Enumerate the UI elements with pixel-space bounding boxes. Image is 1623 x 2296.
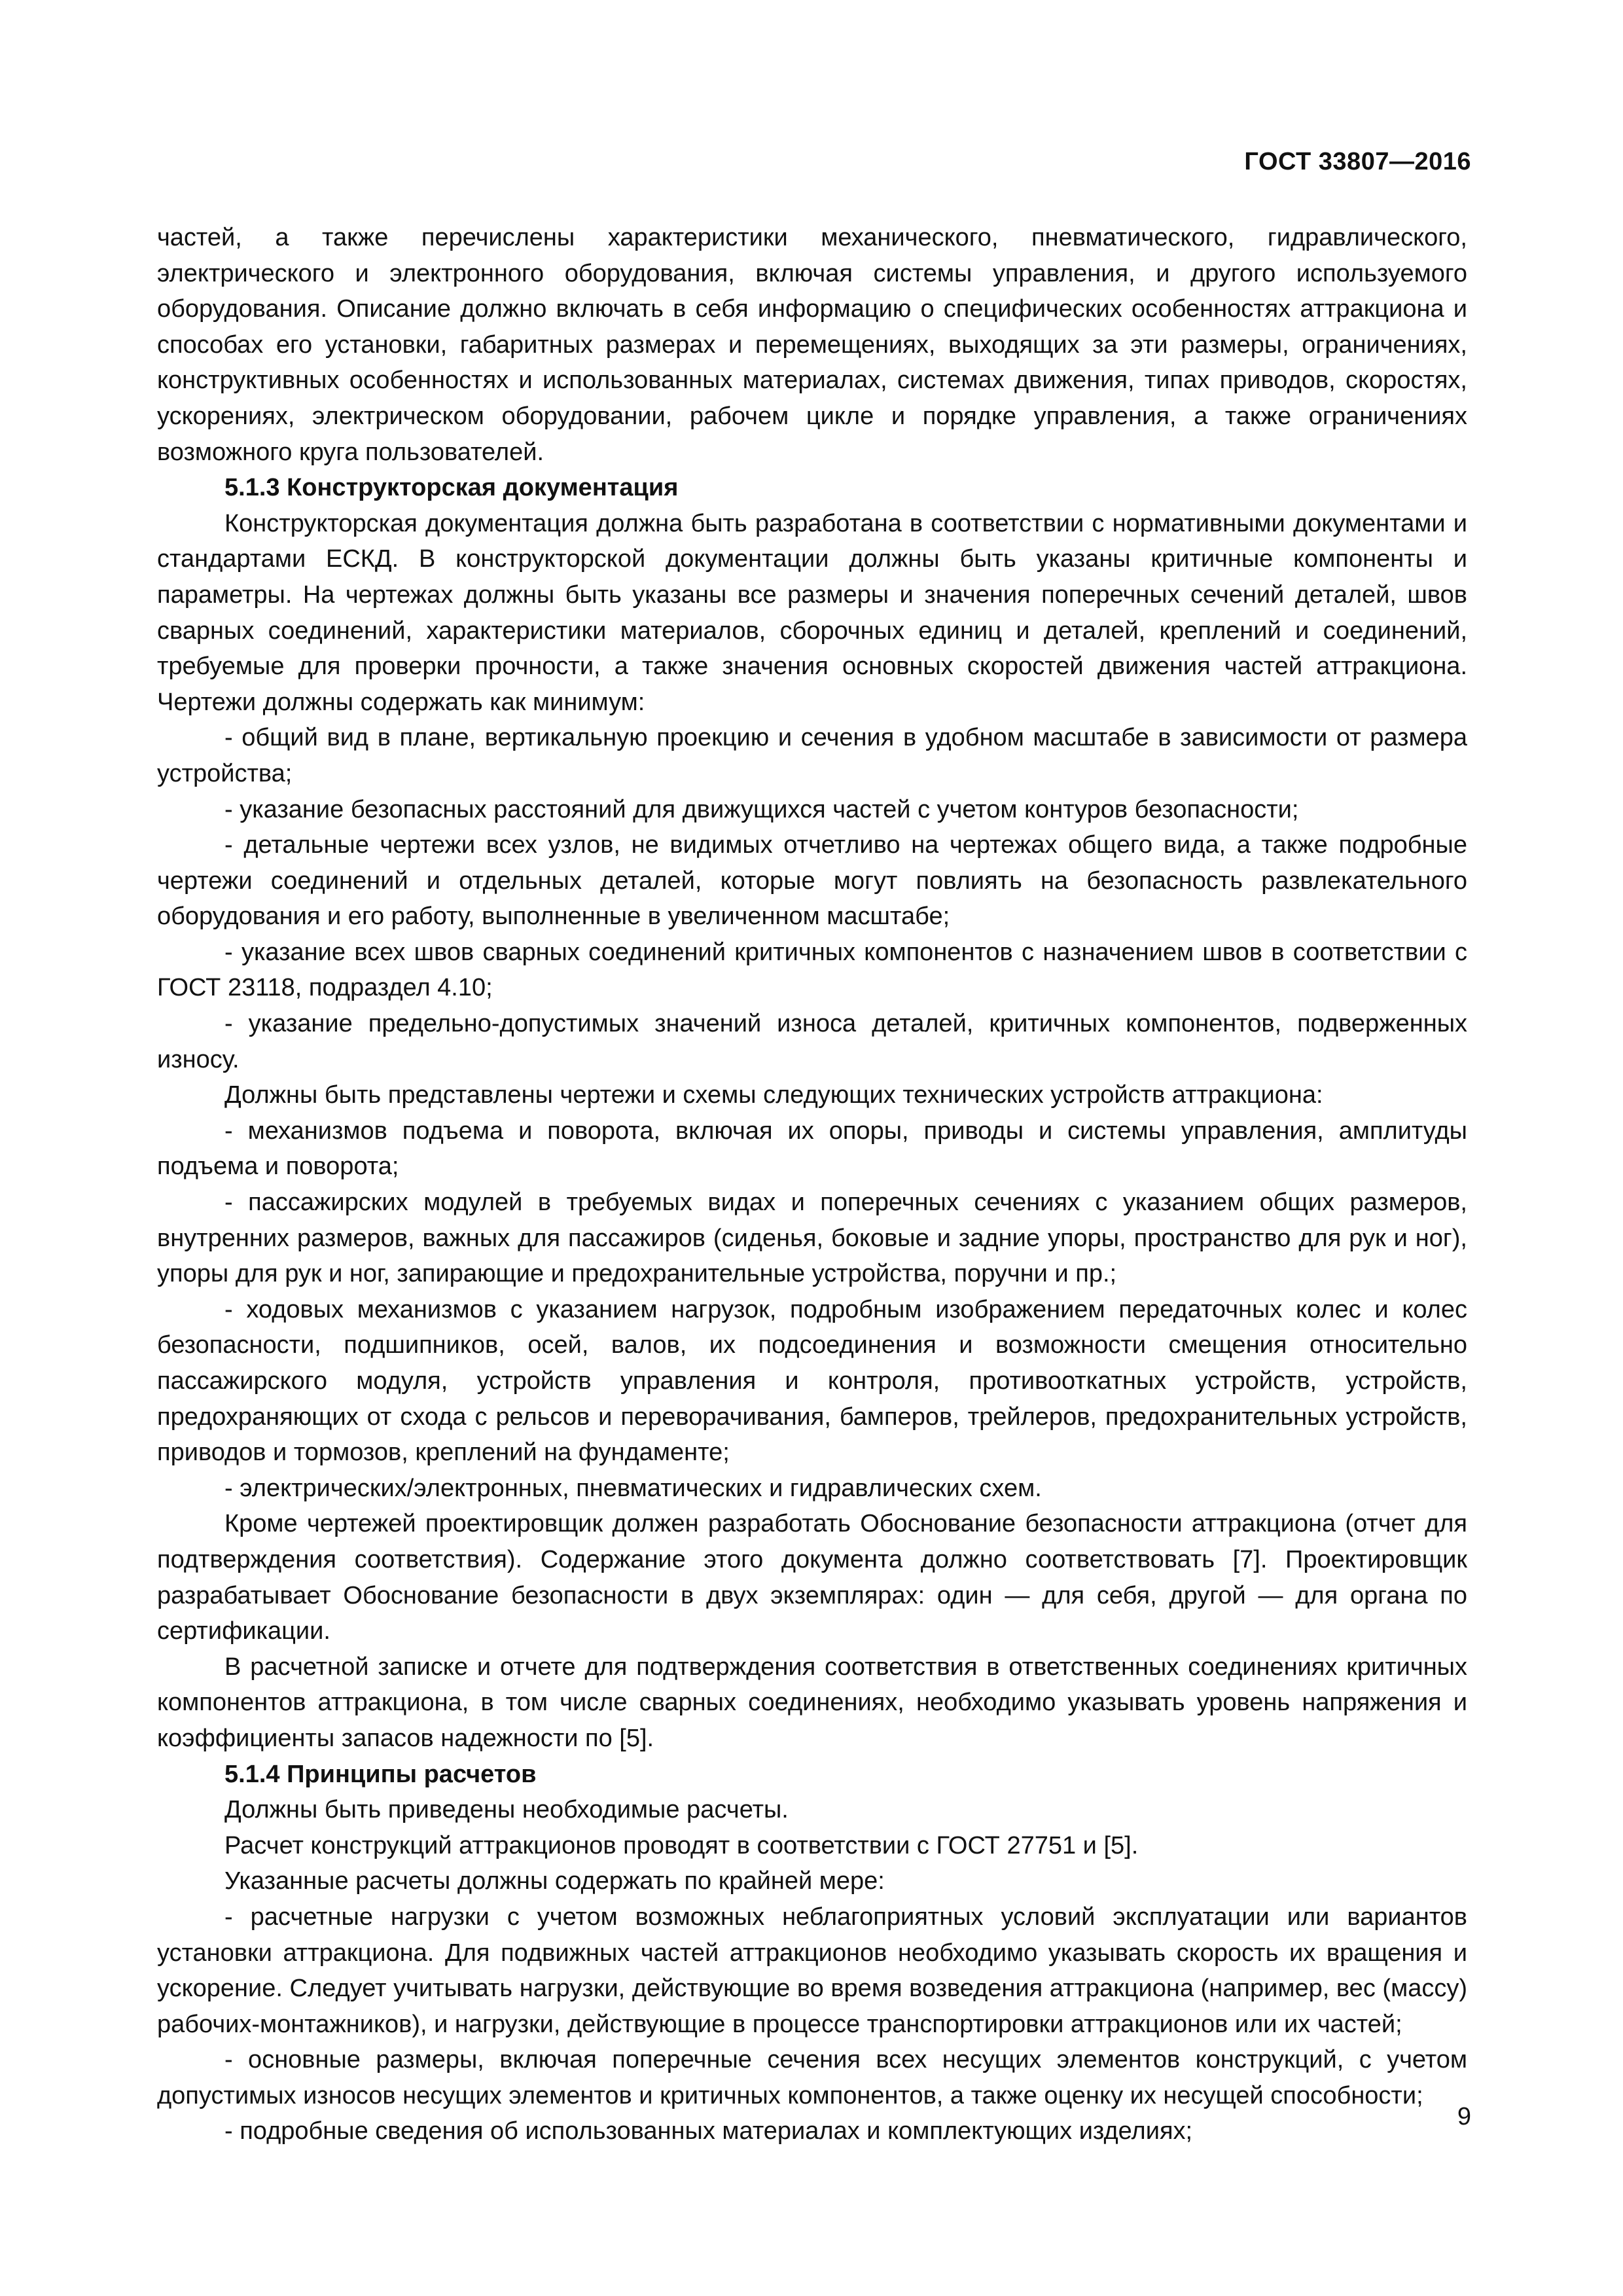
list-item-lift-rotation: - механизмов подъема и поворота, включая их опоры, приводы и системы управления, амплитуды подъема и поворота; bbox=[157, 1117, 1467, 1181]
paragraph-design-documentation: Конструкторская документация должна быть разработана в соответствии с нормативными документами и стандартами ЕСКД. В конструкторской документации должны быть указаны критичные компоненты и параметры. На чертежах должны быть указаны все размеры и значения поперечных сечений деталей, швов сварных соединений, характеристики материалов, сборочных единиц и деталей, креплений и соединений, требуемые для проверки прочности, а также значения основных скоростей движения частей аттракциона. Чертежи должны содержать как минимум: bbox=[157, 509, 1467, 716]
list-item-schemes: - электрических/электронных, пневматических и гидравлических схем. bbox=[224, 1474, 1042, 1502]
section-heading-5-1-4: 5.1.4 Принципы расчетов bbox=[224, 1760, 537, 1788]
paragraph-required-calculations: Должны быть приведены необходимые расчеты. bbox=[224, 1796, 789, 1824]
page-number: 9 bbox=[1457, 2103, 1471, 2130]
section-heading-5-1-3: 5.1.3 Конструкторская документация bbox=[224, 474, 679, 502]
paragraph-calculation-note: В расчетной записке и отчете для подтверждения соответствия в ответственных соединениях критичных компонентов аттракциона, в том числе сварных соединениях, необходимо указывать уровень напряжения и коэффициенты запасов надежности по [5]. bbox=[157, 1653, 1467, 1752]
list-item-design-loads: - расчетные нагрузки с учетом возможных неблагоприятных условий эксплуатации или вариантов установки аттракциона. Для подвижных частей аттракционов необходимо указывать скорость их вращения и ускорение. Следует учитывать нагрузки, действующие во время возведения аттракциона (например, вес (массу) рабочих-монтажников), и нагрузки, действующие в процессе транспортировки аттракционов или их частей; bbox=[157, 1903, 1467, 2038]
paragraph-required-drawings: Должны быть представлены чертежи и схемы следующих технических устройств аттракциона: bbox=[224, 1081, 1323, 1109]
list-item-passenger-modules: - пассажирских модулей в требуемых видах и поперечных сечениях с указанием общих размеров, внутренних размеров, важных для пассажиров (сиденья, боковые и задние упоры, пространство для рук и ног), упоры для рук и ног, запирающие и предохранительные устройства, поручни и пр.; bbox=[157, 1189, 1467, 1288]
paragraph-safety-justification: Кроме чертежей проектировщик должен разработать Обоснование безопасности аттракциона (отчет для подтверждения соответствия). Содержание этого документа должно соответствовать [7]. Проектировщик разрабатывает Обоснование безопасности в двух экземплярах: один — для себя, другой — для органа по сертификации. bbox=[157, 1510, 1467, 1645]
list-item-welds: - указание всех швов сварных соединений критичных компонентов с назначением швов в соответствии с ГОСТ 23118, подраздел 4.10; bbox=[157, 938, 1467, 1002]
paragraph-calculation-standard: Расчет конструкций аттракционов проводят в соответствии с ГОСТ 27751 и [5]. bbox=[224, 1831, 1139, 1859]
list-item-general-view: - общий вид в плане, вертикальную проекцию и сечения в удобном масштабе в зависимости от размера устройства; bbox=[157, 724, 1467, 787]
document-standard-header: ГОСТ 33807—2016 bbox=[1244, 148, 1471, 175]
list-item-safe-distances: - указание безопасных расстояний для движущихся частей с учетом контуров безопасности; bbox=[224, 795, 1299, 823]
paragraph-equipment-description: частей, а также перечислены характеристики механического, пневматического, гидравлического, электрического и электронного оборудования, включая системы управления, и другого используемого оборудования. Описание должно включать в себя информацию о специфических особенностях аттракциона и способах его установки, габаритных размерах и перемещениях, выходящих за эти размеры, ограничениях, конструктивных особенностях и использованных материалах, системах движения, типах приводов, скоростях, ускорениях, электрическом оборудовании, рабочем цикле и порядке управления, а также ограничениях возможного круга пользователей. bbox=[157, 224, 1467, 466]
list-item-materials: - подробные сведения об использованных материалах и комплектующих изделиях; bbox=[224, 2117, 1193, 2145]
list-item-running-gear: - ходовых механизмов с указанием нагрузок, подробным изображением передаточных колес и колес безопасности, подшипников, осей, валов, их подсоединения и возможности смещения относительно пассажирского модуля, устройств управления и контроля, противооткатных устройств, устройств, предохраняющих от схода с рельсов и переворачивания, бамперов, трейлеров, предохранительных устройств, приводов и тормозов, креплений на фундаменте; bbox=[157, 1295, 1467, 1467]
list-item-detail-drawings: - детальные чертежи всех узлов, не видимых отчетливо на чертежах общего вида, а также подробные чертежи соединений и отдельных деталей, которые могут повлиять на безопасность развлекательного оборудования и его работу, выполненные в увеличенном масштабе; bbox=[157, 831, 1467, 931]
page-body bbox=[157, 220, 1467, 2149]
list-item-wear-limits: - указание предельно-допустимых значений износа деталей, критичных компонентов, подверженных износу. bbox=[157, 1010, 1467, 1073]
paragraph-calculation-contents: Указанные расчеты должны содержать по крайней мере: bbox=[224, 1867, 885, 1895]
list-item-main-dimensions: - основные размеры, включая поперечные сечения всех несущих элементов конструкций, с учетом допустимых износов несущих элементов и критичных компонентов, а также оценку их несущей способности; bbox=[157, 2046, 1467, 2109]
